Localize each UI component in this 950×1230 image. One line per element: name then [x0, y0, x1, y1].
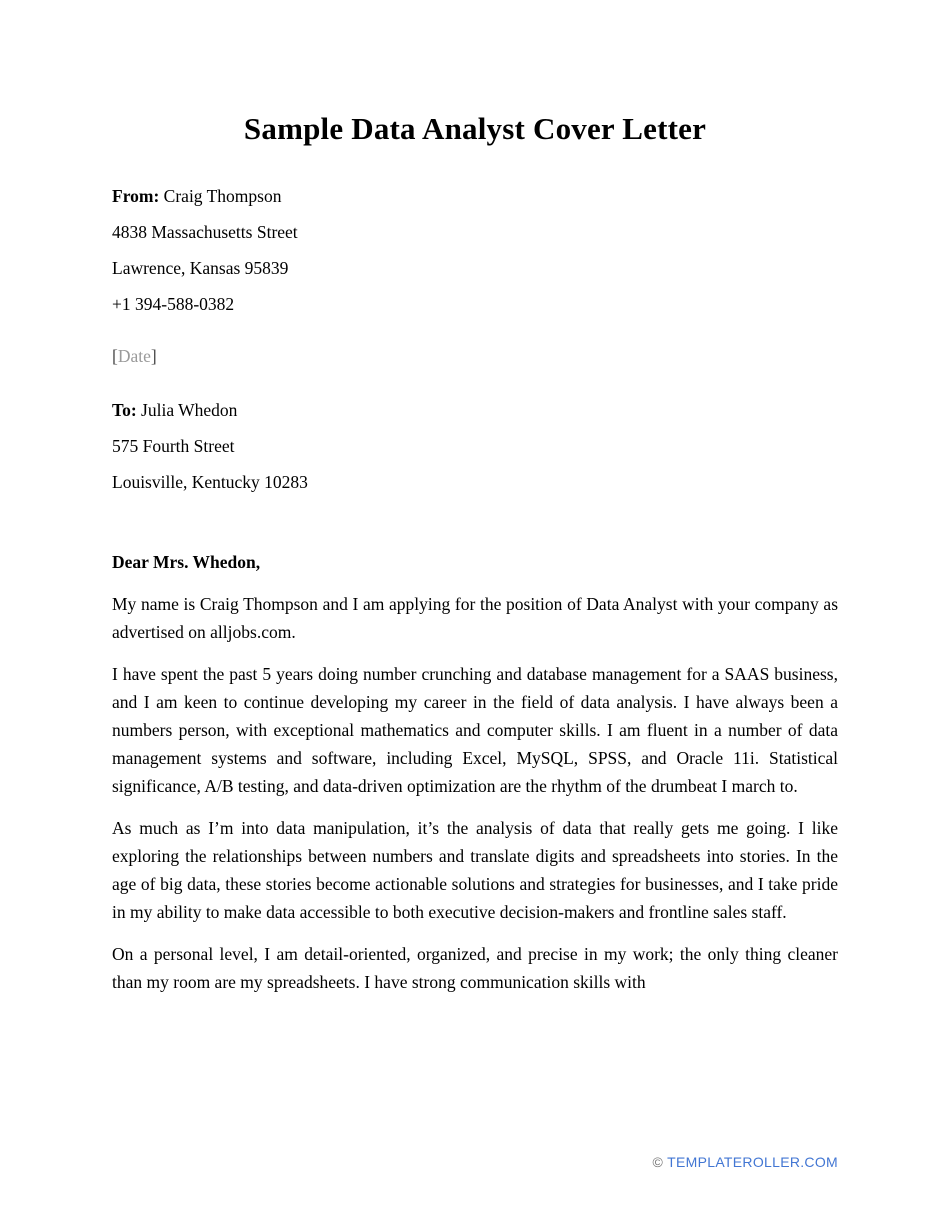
date-open-bracket: [: [112, 346, 118, 366]
letter-paragraph: My name is Craig Thompson and I am applying for the position of Data Analyst with your company as advertised on alljobs.com.: [112, 594, 838, 642]
letter-paragraph: As much as I’m into data manipulation, it’s the analysis of data that really gets me going. I like exploring the relationships between numbers and translate digits and spreadsheets into stories. In the age of big data, these stories become actionable solutions and strategies for businesses, and I take pride in my ability to make data accessible to both executive decision-makers and frontline sales staff.: [112, 818, 838, 922]
recipient-block: [112, 392, 838, 500]
recipient-city-state-zip: Louisville, Kentucky 10283: [112, 472, 308, 492]
recipient-name-line: [112, 392, 838, 428]
templateroller-link[interactable]: TEMPLATEROLLER.COM: [667, 1154, 838, 1170]
sender-block: [112, 178, 838, 322]
from-label: From:: [112, 186, 160, 206]
footer: [653, 1154, 838, 1170]
copyright-icon: ©: [652, 1154, 664, 1170]
sender-city-state-zip: Lawrence, Kansas 95839: [112, 258, 289, 278]
letter-paragraph: On a personal level, I am detail-oriented, organized, and precise in my work; the only thing cleaner than my room are my spreadsheets. I have strong communication skills with: [112, 944, 838, 992]
recipient-street: 575 Fourth Street: [112, 436, 235, 456]
letter-paragraph: I have spent the past 5 years doing number crunching and database management for a SAAS business, and I am keen to continue developing my career in the field of data analysis. I have always been a numbers person, with exceptional mathematics and computer skills. I am fluent in a number of data management systems and software, including Excel, MySQL, SPSS, and Oracle 11i. Statistical significance, A/B testing, and data-driven optimization are the rhythm of the drumbeat I march to.: [112, 664, 838, 796]
document-title: Sample Data Analyst Cover Letter: [243, 111, 707, 146]
to-label: To:: [112, 400, 137, 420]
salutation: Dear Mrs. Whedon,: [112, 552, 261, 572]
sender-name-line: [112, 178, 838, 214]
date-close-bracket: ]: [150, 346, 157, 366]
date-placeholder: [112, 338, 838, 374]
date-placeholder-text: Date: [117, 346, 151, 366]
sender-street: 4838 Massachusetts Street: [112, 222, 298, 242]
sender-phone: +1 394-588-0382: [112, 294, 235, 314]
sender-name: Craig Thompson: [163, 186, 282, 206]
recipient-name: Julia Whedon: [141, 400, 238, 420]
